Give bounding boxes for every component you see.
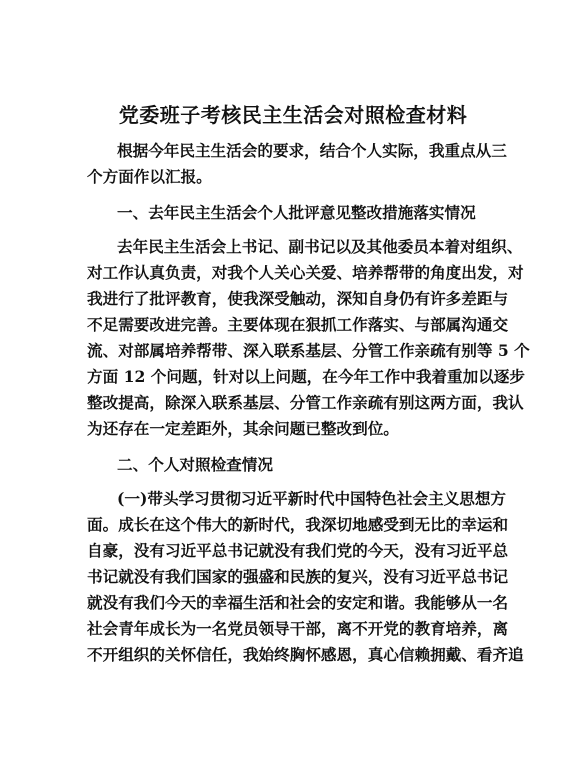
paragraph-line: 流、对部属培养帮带、深入联系基层、分管工作亲疏有别等 5 个	[87, 341, 530, 360]
paragraph-line: 方面 12 个问题，针对以上问题，在今年工作中我着重加以逐步	[87, 367, 525, 386]
paragraph-line: 我进行了批评教育，使我深受触动，深知自身仍有许多差距与	[87, 289, 509, 308]
paragraph-line: 书记就没有我们国家的强盛和民族的复兴，没有习近平总书记	[87, 567, 509, 586]
paragraph-line: 去年民主生活会上书记、副书记以及其他委员本着对组织、	[117, 237, 523, 256]
section-heading: 一、去年民主生活会个人批评意见整改措施落实情况	[117, 203, 476, 222]
paragraph-line: 自豪，没有习近平总书记就没有我们党的今天，没有习近平总	[87, 541, 509, 560]
paragraph-line: 对工作认真负责，对我个人关心关爱、培养帮带的角度出发，对	[87, 263, 524, 282]
paragraph-line: 根据今年民主生活会的要求，结合个人实际，我重点从三	[117, 141, 507, 160]
paragraph-line: 为还存在一定差距外，其余问题已整改到位。	[87, 419, 399, 438]
document-title: 党委班子考核民主生活会对照检查材料	[118, 103, 468, 127]
paragraph-line: 就没有我们今天的幸福生活和社会的安定和谐。我能够从一名	[87, 593, 509, 612]
paragraph-line: 个方面作以汇报。	[87, 167, 212, 186]
paragraph-line: 不开组织的关怀信任，我始终胸怀感恩，真心信赖拥戴、看齐追	[87, 645, 524, 664]
paragraph-line: 整改提高，除深入联系基层、分管工作亲疏有别这两方面，我认	[87, 393, 524, 412]
paragraph-line: 不足需要改进完善。主要体现在狠抓工作落实、与部属沟通交	[87, 315, 509, 334]
paragraph-line: (一)带头学习贯彻习近平新时代中国特色社会主义思想方	[117, 489, 507, 508]
section-heading: 二、个人对照检查情况	[117, 455, 273, 474]
paragraph-line: 社会青年成长为一名党员领导干部，离不开党的教育培养，离	[87, 619, 509, 638]
paragraph-line: 面。成长在这个伟大的新时代，我深切地感受到无比的幸运和	[87, 515, 509, 534]
